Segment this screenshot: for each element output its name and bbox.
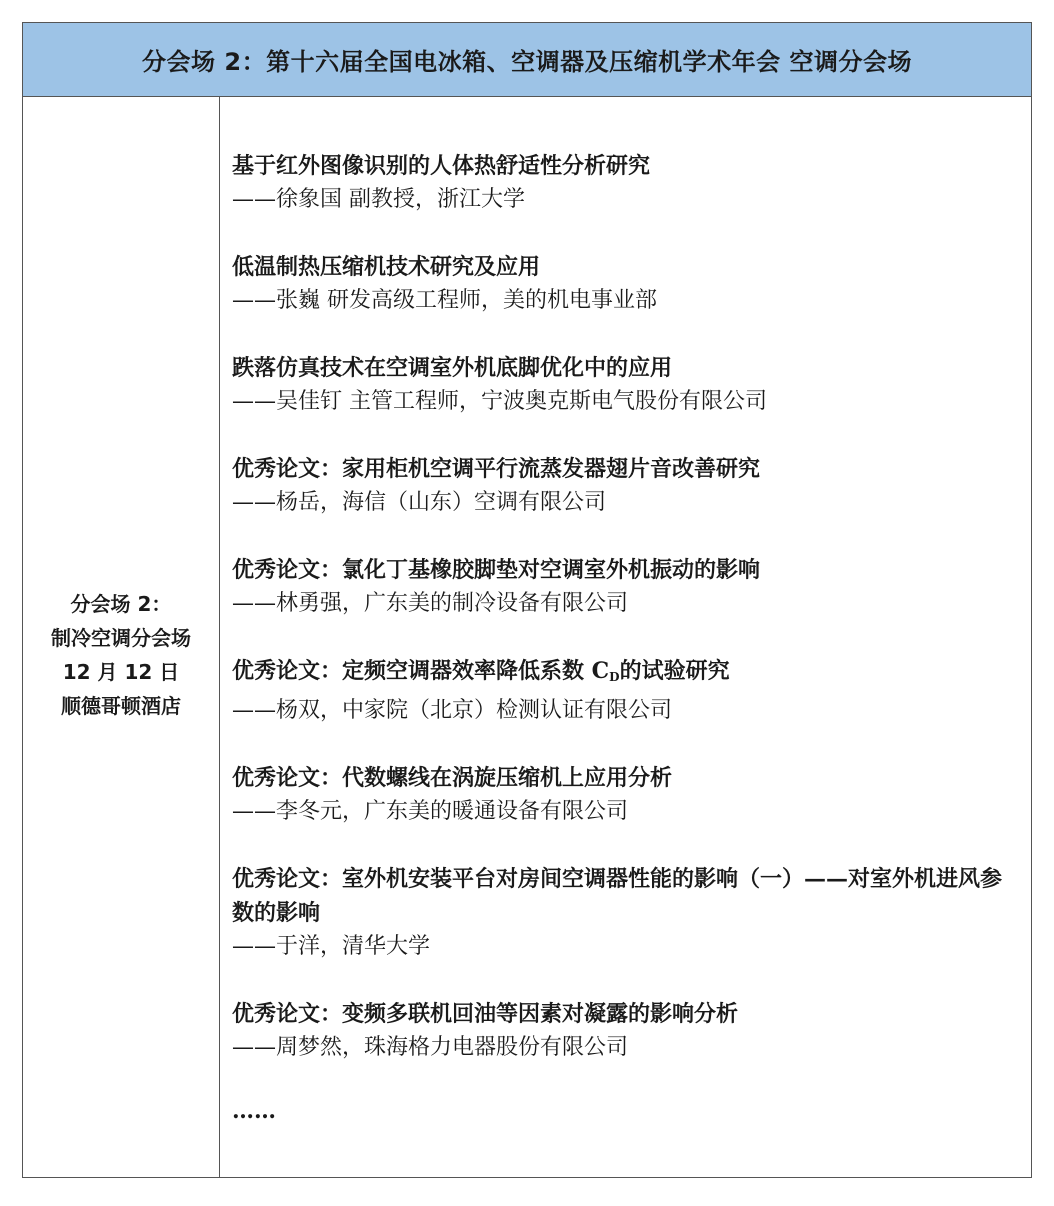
talk-title: 优秀论文：家用柜机空调平行流蒸发器翅片音改善研究 bbox=[232, 456, 761, 482]
session-info bbox=[23, 97, 220, 1177]
talk-title: 优秀论文：代数螺线在涡旋压缩机上应用分析 bbox=[232, 765, 673, 791]
talk-item bbox=[232, 761, 1021, 829]
talk-list bbox=[220, 97, 1031, 1177]
talk-title: 优秀论文：氯化丁基橡胶脚垫对空调室外机振动的影响 bbox=[232, 557, 761, 583]
talk-speaker: ——林勇强，广东美的制冷设备有限公司 bbox=[232, 591, 629, 616]
session-name: 制冷空调分会场 bbox=[51, 626, 191, 650]
talk-title-tail: 的试验研究 bbox=[619, 658, 730, 684]
talk-speaker: ——徐象国 副教授，浙江大学 bbox=[232, 187, 525, 212]
schedule-table bbox=[22, 22, 1032, 1178]
talk-speaker: ——周梦然，珠海格力电器股份有限公司 bbox=[232, 1035, 629, 1060]
talk-title bbox=[232, 654, 1021, 694]
talk-title-main: 优秀论文：定频空调器效率降低系数 C bbox=[232, 658, 610, 684]
talk-item bbox=[232, 149, 1021, 217]
talk-title-subscript: D bbox=[609, 670, 620, 684]
table-header: 分会场 2：第十六届全国电冰箱、空调器及压缩机学术年会 空调分会场 bbox=[23, 23, 1031, 97]
talk-speaker: ——杨岳，海信（山东）空调有限公司 bbox=[232, 490, 607, 515]
session-label: 分会场 2： bbox=[70, 592, 172, 616]
talk-speaker: ——于洋，清华大学 bbox=[232, 934, 431, 959]
talk-title: 优秀论文：变频多联机回油等因素对凝露的影响分析 bbox=[232, 1001, 739, 1027]
talk-title: 低温制热压缩机技术研究及应用 bbox=[232, 254, 541, 280]
talk-speaker: ——吴佳钉 主管工程师，宁波奥克斯电气股份有限公司 bbox=[232, 389, 767, 414]
talk-item bbox=[232, 553, 1021, 621]
talk-speaker: ——杨双，中家院（北京）检测认证有限公司 bbox=[232, 698, 673, 723]
talk-title: 基于红外图像识别的人体热舒适性分析研究 bbox=[232, 153, 651, 179]
talk-title: 优秀论文：室外机安装平台对房间空调器性能的影响（一）——对室外机进风参数的影响 bbox=[232, 866, 1003, 926]
talk-item bbox=[232, 862, 1021, 964]
talk-item bbox=[232, 997, 1021, 1065]
talk-item bbox=[232, 250, 1021, 318]
session-date: 12 月 12 日 bbox=[62, 660, 180, 684]
talk-speaker: ——张巍 研发高级工程师，美的机电事业部 bbox=[232, 288, 657, 313]
talk-item bbox=[232, 351, 1021, 419]
talk-item bbox=[232, 452, 1021, 520]
session-venue: 顺德哥顿酒店 bbox=[61, 694, 181, 718]
more-ellipsis: …… bbox=[232, 1098, 276, 1124]
talk-title: 跌落仿真技术在空调室外机底脚优化中的应用 bbox=[232, 355, 673, 381]
talk-item bbox=[232, 654, 1021, 728]
talk-speaker: ——李冬元，广东美的暖通设备有限公司 bbox=[232, 799, 629, 824]
